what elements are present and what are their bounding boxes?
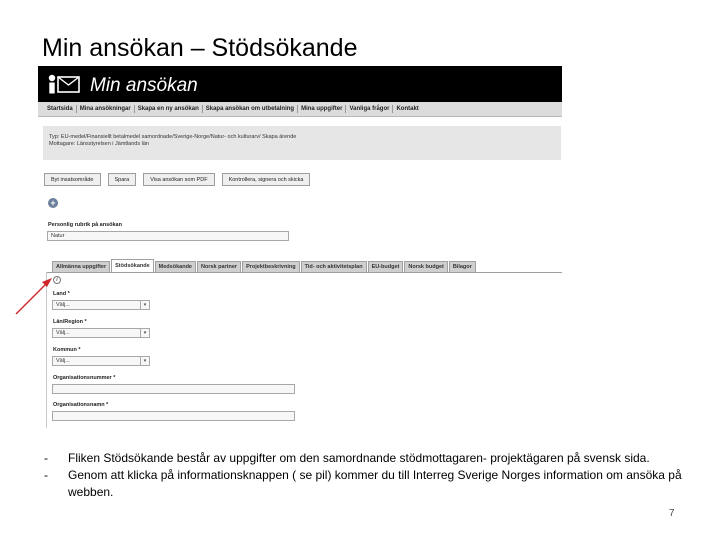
lan-region-select[interactable]	[52, 328, 150, 338]
org-number-input[interactable]	[52, 384, 295, 394]
tab-medsokande[interactable]: Medsökande	[155, 261, 196, 272]
menu-item-ny-ansokan[interactable]: Skapa en ny ansökan	[135, 105, 203, 113]
form-tabs	[52, 259, 477, 272]
kommun-label: Kommun *	[53, 347, 81, 353]
kommun-select[interactable]	[52, 356, 150, 366]
person-document-icon	[47, 73, 81, 95]
page-number: 7	[669, 508, 675, 519]
save-button[interactable]: Spara	[108, 173, 137, 186]
application-info-box	[43, 126, 561, 160]
bullet-text: Genom att klicka på informationsknappen ( se pil) kommer du till Interreg Sverige Norges information om ansöka på webben.	[68, 468, 682, 499]
slide-title: Min ansökan – Stödsökande	[42, 34, 358, 62]
lan-region-selected-value: Välj...	[56, 330, 70, 336]
chevron-down-icon: ▾	[140, 301, 149, 309]
menu-item-mina-ansokningar[interactable]: Mina ansökningar	[77, 105, 135, 113]
tab-stodsokande[interactable]: Stödsökande	[111, 259, 154, 272]
action-buttons	[44, 173, 310, 186]
bullet-mark: -	[44, 468, 48, 482]
lan-region-label: Län/Region *	[53, 319, 87, 325]
info-icon[interactable]: i	[53, 276, 61, 284]
bullet-item	[44, 467, 714, 501]
menu-item-startsida[interactable]: Startsida	[44, 105, 77, 113]
show-pdf-button[interactable]: Visa ansökan som PDF	[143, 173, 214, 186]
plus-icon[interactable]: +	[48, 198, 58, 208]
bullet-item	[44, 450, 714, 467]
org-name-input[interactable]	[52, 411, 295, 421]
personal-title-input[interactable]: Natur	[47, 231, 289, 241]
org-name-label: Organisationsnamn *	[53, 402, 109, 408]
org-number-label: Organisationsnummer *	[53, 375, 116, 381]
chevron-down-icon: ▾	[140, 329, 149, 337]
application-recipient: Mottagare: Länsstyrelsen i Jämtlands län	[49, 141, 149, 147]
land-label: Land *	[53, 291, 70, 297]
tab-norsk-partner[interactable]: Norsk partner	[197, 261, 241, 272]
bullet-text: Fliken Stödsökande består av uppgifter om den samordnande stödmottagaren- projektägaren på svensk sida.	[68, 451, 650, 465]
tab-allmanna-uppgifter[interactable]: Allmänna uppgifter	[52, 261, 110, 272]
app-screenshot	[38, 66, 562, 428]
menu-item-kontakt[interactable]: Kontakt	[396, 106, 419, 112]
personal-title-label: Personlig rubrik på ansökan	[48, 222, 122, 228]
menu-item-mina-uppgifter[interactable]: Mina uppgifter	[298, 105, 346, 113]
app-title: Min ansökan	[90, 75, 198, 96]
check-sign-send-button[interactable]: Kontrollera, signera och skicka	[222, 173, 311, 186]
change-focus-area-button[interactable]: Byt insatsområde	[44, 173, 101, 186]
application-type: Typ: EU-medel/Finansiellt betalmedel samordnade/Sverige-Norge/Natur- och kulturarv/ Skapa ärende	[49, 134, 297, 140]
menu-item-vanliga-fragor[interactable]: Vanliga frågor	[346, 105, 393, 113]
land-select[interactable]	[52, 300, 150, 310]
kommun-selected-value: Välj...	[56, 358, 70, 364]
tab-norsk-budget[interactable]: Norsk budget	[404, 261, 447, 272]
app-header	[38, 66, 562, 102]
bullet-mark: -	[44, 451, 48, 465]
tab-tid-aktivitetsplan[interactable]: Tid- och aktivitetsplan	[301, 261, 367, 272]
panel-border	[46, 272, 47, 428]
tab-bilagor[interactable]: Bilagor	[449, 261, 476, 272]
tab-eu-budget[interactable]: EU-budget	[368, 261, 404, 272]
chevron-down-icon: ▾	[140, 357, 149, 365]
bullet-list	[44, 450, 714, 501]
land-selected-value: Välj...	[56, 302, 70, 308]
main-menu	[38, 102, 562, 117]
tab-projektbeskrivning[interactable]: Projektbeskrivning	[242, 261, 300, 272]
menu-item-utbetalning[interactable]: Skapa ansökan om utbetalning	[203, 105, 298, 113]
tab-divider	[46, 272, 562, 273]
